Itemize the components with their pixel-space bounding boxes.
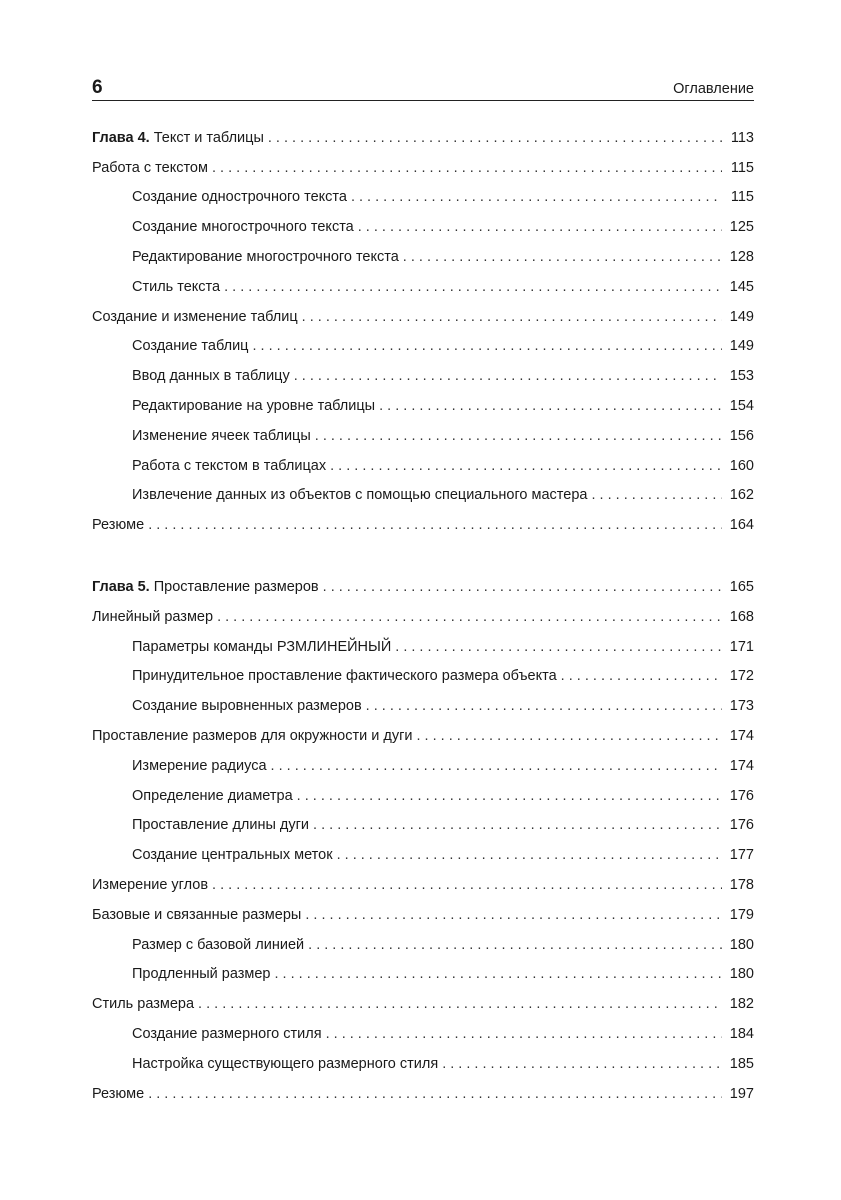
entry-title: Создание однострочного текста — [132, 189, 347, 206]
page-ref: 185 — [729, 1055, 754, 1072]
dot-leader — [330, 458, 722, 474]
entry-title: Ввод данных в таблицу — [132, 368, 290, 385]
entry-title: Создание таблиц — [132, 338, 249, 355]
dot-leader — [212, 160, 722, 176]
entry-title: Измерение углов — [92, 877, 209, 894]
toc-section-entry[interactable] — [92, 989, 754, 1019]
dot-leader — [323, 579, 722, 595]
entry-title: Резюме — [92, 517, 145, 534]
entry-title: Проставление размеров для окружности и дуги — [92, 728, 413, 745]
toc-subsection-entry[interactable] — [92, 960, 754, 990]
chapter-title — [92, 579, 323, 595]
dot-leader — [302, 309, 722, 325]
page-ref: 180 — [729, 966, 754, 983]
page-ref: 154 — [729, 398, 754, 415]
toc-subsection-entry[interactable] — [92, 183, 754, 213]
page-ref: 184 — [729, 1026, 754, 1042]
page-ref: 173 — [729, 698, 754, 715]
toc-section-entry[interactable] — [92, 302, 754, 332]
toc-subsection-entry[interactable] — [92, 930, 754, 960]
dot-leader — [315, 428, 722, 444]
page-ref: 174 — [729, 757, 754, 774]
toc-subsection-entry[interactable] — [92, 1049, 754, 1079]
dot-leader — [591, 487, 722, 503]
toc-subsection-entry[interactable] — [92, 481, 754, 511]
dot-leader — [212, 877, 722, 893]
chapter-name: Текст и таблицы — [149, 129, 264, 146]
entry-title: Создание и изменение таблиц — [92, 308, 298, 325]
page-ref: 171 — [729, 638, 754, 655]
toc-section-entry[interactable] — [92, 510, 754, 540]
dot-leader — [379, 398, 722, 414]
entry-title: Работа с текстом в таблицах — [132, 457, 327, 474]
table-of-contents — [92, 123, 754, 1109]
page-ref: 168 — [729, 608, 754, 625]
page-ref: 156 — [729, 427, 754, 444]
entry-title: Редактирование на уровне таблицы — [132, 398, 376, 415]
toc-section-entry[interactable] — [92, 153, 754, 183]
toc-chapter-heading[interactable] — [92, 572, 754, 602]
page-ref: 160 — [729, 457, 754, 474]
running-title: Оглавление — [673, 80, 754, 97]
toc-subsection-entry[interactable] — [92, 391, 754, 421]
chapter-label: Глава 4. — [92, 129, 150, 146]
toc-subsection-entry[interactable] — [92, 212, 754, 242]
toc-subsection-entry[interactable] — [92, 272, 754, 302]
toc-subsection-entry[interactable] — [92, 451, 754, 481]
page-ref: 128 — [729, 249, 754, 266]
dot-leader — [148, 517, 722, 533]
entry-title: Измерение радиуса — [132, 757, 267, 774]
page-ref: 174 — [729, 728, 754, 745]
dot-leader — [442, 1056, 722, 1072]
toc-subsection-entry[interactable] — [92, 632, 754, 662]
page-header — [92, 78, 754, 101]
entry-title: Работа с текстом — [92, 159, 208, 176]
entry-title: Принудительное проставление фактического размера объекта — [132, 668, 557, 685]
toc-subsection-entry[interactable] — [92, 332, 754, 362]
entry-title: Настройка существующего размерного стиля — [132, 1055, 439, 1072]
page-ref: 125 — [729, 219, 754, 236]
entry-title: Стиль размера — [92, 996, 195, 1013]
chapter-name: Проставление размеров — [149, 579, 319, 596]
page-number: 6 — [92, 77, 103, 98]
entry-title: Извлечение данных из объектов с помощью специального мастера — [132, 487, 588, 504]
toc-section-entry[interactable] — [92, 870, 754, 900]
entry-title: Создание выровненных размеров — [132, 698, 362, 715]
page-ref: 162 — [729, 487, 754, 504]
dot-leader — [297, 788, 722, 804]
chapter-title — [92, 130, 268, 146]
entry-title: Параметры команды РЗМЛИНЕЙНЫЙ — [132, 638, 392, 655]
dot-leader — [198, 996, 722, 1012]
toc-subsection-entry[interactable] — [92, 811, 754, 841]
toc-subsection-entry[interactable] — [92, 751, 754, 781]
page-ref: 164 — [729, 517, 754, 534]
entry-title: Линейный размер — [92, 608, 214, 625]
toc-subsection-entry[interactable] — [92, 1019, 754, 1049]
dot-leader — [351, 189, 722, 205]
dot-leader — [561, 668, 722, 684]
entry-title: Продленный размер — [132, 966, 271, 983]
dot-leader — [337, 847, 722, 863]
dot-leader — [268, 130, 722, 146]
toc-subsection-entry[interactable] — [92, 421, 754, 451]
toc-subsection-entry[interactable] — [92, 662, 754, 692]
page-ref: 113 — [730, 129, 754, 146]
page-ref: 176 — [729, 817, 754, 834]
page-ref: 153 — [729, 368, 754, 385]
dot-leader — [313, 817, 722, 833]
dot-leader — [395, 639, 722, 655]
page-ref: 165 — [729, 579, 754, 596]
entry-title: Базовые и связанные размеры — [92, 906, 302, 923]
page-ref: 145 — [729, 278, 754, 295]
chapter-label: Глава 5. — [92, 579, 150, 596]
entry-title: Размер с базовой линией — [132, 936, 305, 953]
page-ref: 149 — [729, 338, 754, 355]
entry-title: Стиль текста — [132, 278, 221, 295]
page-ref: 197 — [729, 1085, 754, 1102]
page-ref: 182 — [729, 996, 754, 1013]
toc-chapter-heading[interactable] — [92, 123, 754, 153]
page-ref: 176 — [729, 787, 754, 804]
page-ref: 172 — [729, 668, 754, 685]
toc-section-entry[interactable] — [92, 721, 754, 751]
toc-section-entry[interactable] — [92, 900, 754, 930]
page-ref: 177 — [729, 847, 754, 864]
page-ref: 115 — [730, 159, 754, 176]
page-ref: 178 — [729, 877, 754, 894]
dot-leader — [403, 249, 722, 265]
dot-leader — [148, 1086, 722, 1102]
dot-leader — [217, 609, 722, 625]
dot-leader — [294, 368, 722, 384]
toc-subsection-entry[interactable] — [92, 781, 754, 811]
page-ref: 180 — [729, 936, 754, 953]
entry-title: Редактирование многострочного текста — [132, 249, 399, 266]
entry-title: Определение диаметра — [132, 787, 293, 804]
entry-title: Создание размерного стиля — [132, 1026, 322, 1042]
dot-leader — [253, 338, 723, 354]
page-ref: 179 — [729, 906, 754, 923]
dot-leader — [271, 758, 722, 774]
page-ref: 149 — [729, 308, 754, 325]
toc-subsection-entry[interactable] — [92, 691, 754, 721]
page-ref: 115 — [730, 189, 754, 206]
dot-leader — [224, 279, 722, 295]
toc-subsection-entry[interactable] — [92, 242, 754, 272]
entry-title: Создание многострочного текста — [132, 219, 354, 236]
entry-title: Создание центральных меток — [132, 847, 333, 864]
dot-leader — [275, 966, 723, 982]
toc-section-entry[interactable] — [92, 1079, 754, 1109]
entry-title: Изменение ячеек таблицы — [132, 427, 311, 444]
dot-leader — [358, 219, 722, 235]
toc-subsection-entry[interactable] — [92, 840, 754, 870]
dot-leader — [308, 937, 722, 953]
dot-leader — [417, 728, 723, 744]
toc-section-entry[interactable] — [92, 602, 754, 632]
toc-subsection-entry[interactable] — [92, 361, 754, 391]
entry-title: Резюме — [92, 1085, 145, 1102]
dot-leader — [305, 907, 722, 923]
dot-leader — [326, 1026, 722, 1042]
chapter-spacer — [92, 540, 754, 572]
dot-leader — [366, 698, 722, 714]
entry-title: Проставление длины дуги — [132, 817, 310, 834]
